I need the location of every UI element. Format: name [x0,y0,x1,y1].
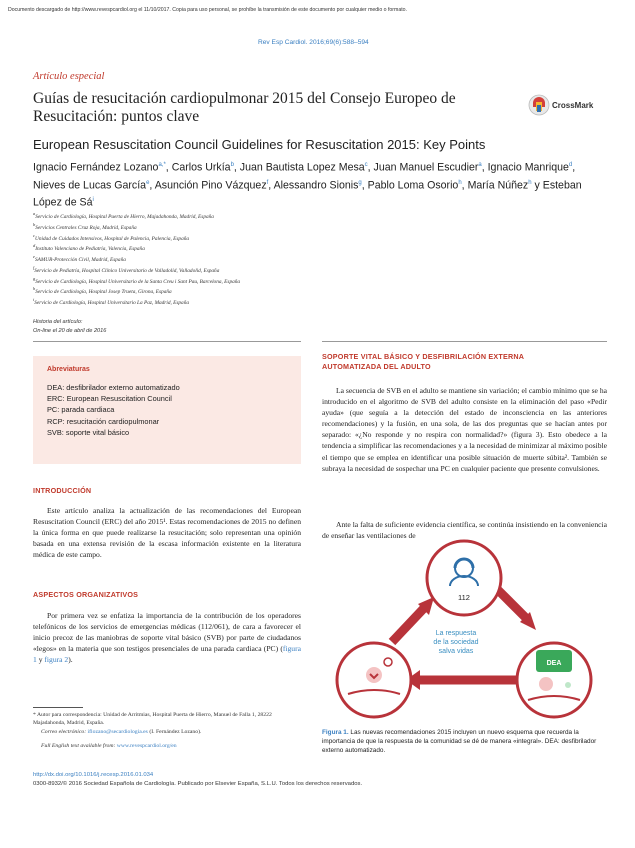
affiliation-marker: h [33,286,36,292]
article-history [33,318,106,335]
abbreviations-title: Abreviaturas [47,366,90,373]
fulltext-link[interactable]: www.revespcardiol.org/en [116,743,177,750]
org-heading: ASPECTOS ORGANIZATIVOS [33,590,139,599]
author-affiliation-marker[interactable]: f [266,179,269,186]
figure-1-link[interactable]: figura 1 [33,644,301,665]
affiliation-list [33,210,603,307]
abbreviation-item: DEA: desfibrilador externo automatizado [47,383,180,392]
affiliation-marker: g [33,275,36,281]
author-affiliation-marker[interactable]: b [230,162,234,168]
abbreviation-item: SVB: soporte vital básico [47,427,130,437]
author-separator: , [165,161,172,174]
svb-heading-line-2: AUTOMATIZADA DEL ADULTO [322,362,431,371]
author-affiliation-marker[interactable]: a,* [158,162,166,168]
arrow-bottom [406,670,518,690]
intro-paragraph: Este artículo analiza la actualización de las recomendaciones del European Resuscitation Council (ERC) del año 2015¹. Estas recomendaciones de 2015 no definen la única forma en que puede realizarse la resucitación; solo representan una opinión basada en una extensa revisión de la escasa información existente en la literatura médica de este campo. [33,506,301,560]
aed-heart-icon [539,677,553,691]
author-separator: , [481,161,488,174]
affiliation-marker: i [33,297,35,303]
author-separator: , [149,179,155,192]
author-name: Juan Manuel Escudier [373,161,479,174]
figure-2-link[interactable]: figura 2 [44,655,69,665]
center-text-line-1: La respuesta [435,630,477,637]
svb-paragraph-1: La secuencia de SVB en el adulto se mantiene sin variación; el cambio mínimo que se ha introducido en el algoritmo de SVB del adulto consiste en la eliminación del paso «Pedir ayuda» (que seguía a la detección del estado de inconsciencia en las anteriores recomendaciones) y la fusión, en una sola, de las dos preguntas que se hacían antes por separado: «¿No responde y no respira con normalidad?» (figura 3). Esto obedece a la tendencia a simplificar las recomendaciones y a la necesidad de minimizar al máximo posible el tiempo que se emplea en identificar una posible situación de muerte súbita². También se subraya la necesidad de sospechar una PC en cualquier paciente que presente convulsiones. [322,386,607,473]
center-text-line-2: de la sociedad [433,639,479,646]
author-separator: , [367,161,374,174]
fulltext-label: Full English text available from: [41,743,116,750]
email-label: Correo electrónico: [41,728,87,735]
copyright-line: 0300-8932/© 2016 Sociedad Española de Cardiología. Publicado por Elsevier España, S.L.U. Todos los derechos reservados. [33,781,363,787]
affiliation-item [33,232,603,243]
footnote-divider [33,707,83,708]
author-separator: y [531,179,543,192]
dispatcher-circle [427,541,501,615]
affiliation-text: Servicio de Cardiología, Hospital Universitario La Paz, Madrid, España [34,299,190,306]
author-name: Pablo Loma Osorio [367,179,459,192]
author-affiliation-marker[interactable]: c [364,162,368,168]
org-paragraph [33,610,301,665]
author-name: Alessandro Sionis [273,179,359,192]
author-name: Nieves de Lucas García [33,179,147,192]
intro-heading: INTRODUCCIÓN [33,486,92,495]
org-paragraph-text: Por primera vez se enfatiza la importancia de la contribución de los operadores telefónicos de los servicios de emergencias médicas (112/061), de cara a favorecer el inicio precoz de las maniobras de soporte vital básico (SVB) por parte de ciudadanos «legos» en la materia que son testigos presenciales de una parada cardiaca (PC) ( [33,611,301,654]
author-name: Asunción Pino Vázquez [154,179,267,192]
author-separator: , [461,179,468,192]
svb-heading [322,352,524,372]
figure-caption-text: Las nuevas recomendaciones 2015 incluyen un nuevo esquema que recuerda la importancia de que la respuesta de la comunidad se dé de manera «integral». DEA: desfibrilador externo automatizado. [322,729,597,754]
crossmark-badge[interactable] [528,94,598,116]
affiliation-item [33,253,603,264]
correspondence-text: * Autor para correspondencia: Unidad de Arritmias, Hospital Puerta de Hierro, Manuel de Falla 1, 28222 Majadahonda, Madrid, España. [33,712,272,727]
figure-caption-label: Figura 1. [322,729,349,736]
affiliation-text: Servicio de Pediatría, Hospital Clínico Universitario de Valladolid, Valladolid, España [34,267,220,274]
history-online-date: On-line el 20 de abril de 2016 [33,327,107,334]
svb-heading-line-1: SOPORTE VITAL BÁSICO Y DESFIBRILACIÓN EXTERNA [322,352,525,361]
figure-1-caption [322,729,607,755]
affiliation-marker: c [33,232,35,238]
article-title-english: European Resuscitation Council Guidelines for Resuscitation 2015: Key Points [33,137,486,152]
affiliation-text: Servicio de Cardiología, Hospital Puerta de Hierro, Majadahonda, Madrid, España [35,213,214,220]
affiliation-text: Unidad de Cuidados Intensivos, Hospital de Palencia, Palencia, España [35,235,190,242]
cpr-circle [337,643,411,717]
center-text-line-3: salva vidas [438,648,474,655]
affiliation-text: Servicio de Cardiología, Hospital Universitario de la Santa Creu i Sant Pau, Barcelona, España [35,278,241,285]
emergency-number: 112 [458,593,470,602]
author-separator: , [572,161,576,174]
aed-circle [517,643,591,717]
author-affiliation-marker[interactable]: h [458,179,462,186]
affiliation-marker: d [33,243,36,249]
affiliation-item [33,242,603,253]
affiliation-marker: a [33,211,36,216]
author-affiliation-marker[interactable]: g [358,179,362,186]
affiliation-text: Servicios Centrales Cruz Roja, Madrid, España [35,224,137,231]
affiliation-item [33,296,603,307]
fulltext-line [33,742,301,750]
author-name: Juan Bautista Lopez Mesa [239,161,365,174]
org-and: y [36,655,45,665]
affiliation-text: SAMUR-Protección Civil, Madrid, España [35,256,126,263]
author-separator: , [361,179,368,192]
affiliation-text: Servicio de Cardiología, Hospital Josep Trueta, Girona, España [35,289,172,296]
arrow-top-right [498,590,536,630]
abbreviation-item: RCP: resucitación cardiopulmonar [47,416,160,426]
author-name: Ignacio Manrique [487,161,569,174]
affiliation-item [33,285,603,296]
article-title-spanish: Guías de resucitación cardiopulmonar 2015 del Consejo Europeo de Resucitación: puntos clave [33,90,456,125]
doi-link[interactable]: http://dx.doi.org/10.1016/j.recesp.2016.01.034 [33,772,154,778]
affiliation-item [33,275,603,286]
download-note: Documento descargado de http://www.revespcardiol.org el 11/10/2017. Copia para uso personal, se prohíbe la transmisión de este documento por cualquier medio o formato. [8,7,407,13]
author-name: Esteban López de Sá [33,179,582,209]
abbreviations-box [33,356,301,464]
affiliation-marker: e [33,254,35,260]
correspondence-footnote [33,711,301,751]
affiliation-item [33,221,603,232]
history-label: Historia del artículo: [33,319,83,325]
dea-label: DEA [546,660,562,667]
email-line [33,728,301,736]
author-name: Ignacio Fernández Lozano [33,161,159,174]
affiliation-marker: f [33,264,35,270]
crossmark-label: CrossMark [552,101,594,110]
affiliation-marker: b [33,221,36,227]
section-label: Artículo especial [33,71,105,82]
arrow-left-up [392,597,434,642]
svb-paragraph-2: Ante la falta de suficiente evidencia científica, se continúa insistiendo en la conveniencia de enseñar las ventilaciones de [322,520,607,541]
author-name: María Núñez [467,179,529,192]
author-affiliation-marker[interactable]: i [92,197,94,204]
author-affiliation-marker[interactable]: a [478,162,482,168]
abbreviation-item: ERC: European Resuscitation Council [47,394,172,404]
org-end: ). [68,655,73,665]
author-affiliation-marker[interactable]: d [568,162,573,168]
author-affiliation-marker[interactable]: h [528,179,532,186]
author-separator: , [268,179,274,192]
heart-icon [366,667,382,683]
author-list [33,158,603,211]
affiliation-text: Instituto Valenciano de Pediatría, Valencia, España [35,246,145,253]
crossmark-icon [528,94,598,116]
figure-1-diagram [322,538,607,723]
affiliation-item [33,210,603,221]
abbreviation-item: PC: parada cardiaca [47,405,115,415]
author-affiliation-marker[interactable]: e [146,179,150,186]
author-name: Carlos Urkía [171,161,231,174]
email-link[interactable]: iflozano@secardiologia.es [87,728,148,735]
email-name: (I. Fernández Lozano). [149,728,202,735]
journal-reference[interactable]: Rev Esp Cardiol. 2016;69(6):588–594 [258,39,369,46]
divider-left [33,341,301,342]
divider-right [322,341,607,342]
author-separator: , [233,161,240,174]
affiliation-item [33,264,603,275]
